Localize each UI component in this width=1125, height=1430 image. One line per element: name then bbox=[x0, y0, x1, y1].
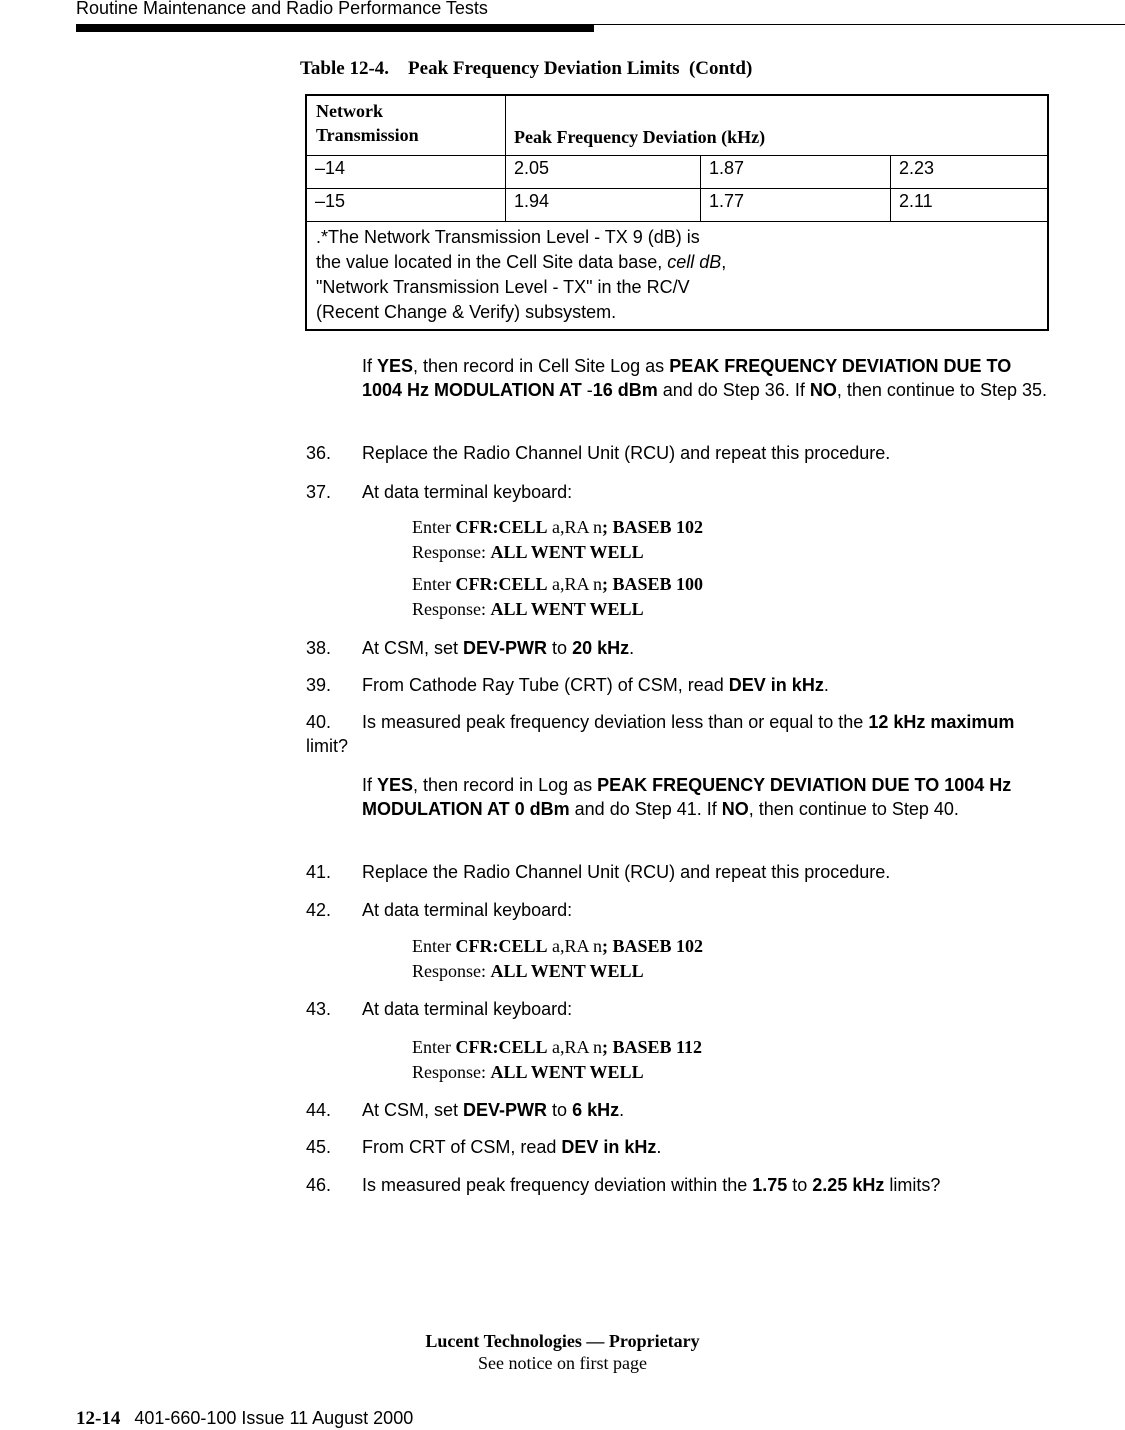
table-cell: –15 bbox=[307, 189, 506, 221]
step-40-result-paragraph: If YES, then record in Log as PEAK FREQUENCY DEVIATION DUE TO 1004 Hz MODULATION AT 0 dBm and do Step 41. If NO, then continue to Step 40. bbox=[362, 775, 1012, 819]
table-cell: 2.23 bbox=[899, 158, 935, 178]
step-38: 38. At CSM, set DEV-PWR to 20 kHz. bbox=[306, 638, 635, 658]
table-cell: –14 bbox=[307, 156, 506, 188]
command-block: Enter CFR:CELL a,RA n; BASEB 102 Response: ALL WENT WELL bbox=[412, 517, 704, 562]
header-rule-thick bbox=[76, 24, 594, 32]
header-rule-thin bbox=[594, 24, 1125, 25]
command-block: Enter CFR:CELL a,RA n; BASEB 100 Response: ALL WENT WELL bbox=[412, 574, 704, 619]
step-39: 39. From Cathode Ray Tube (CRT) of CSM, read DEV in kHz. bbox=[306, 675, 829, 695]
peak-deviation-header: Peak Frequency Deviation (kHz) bbox=[514, 127, 766, 147]
step-44: 44. At CSM, set DEV-PWR to 6 kHz. bbox=[306, 1100, 625, 1120]
step-40: 40. Is measured peak frequency deviation less than or equal to the 12 kHz maximum limit? bbox=[306, 712, 1015, 756]
table-header-row bbox=[307, 96, 1047, 156]
command-block: Enter CFR:CELL a,RA n; BASEB 102 Response: ALL WENT WELL bbox=[412, 936, 704, 981]
step-37: 37. At data terminal keyboard: bbox=[306, 482, 573, 502]
network-transmission-header: Network Transmission bbox=[307, 96, 506, 155]
step-45: 45. From CRT of CSM, read DEV in kHz. bbox=[306, 1137, 662, 1157]
step-42: 42. At data terminal keyboard: bbox=[306, 900, 573, 920]
running-header: Routine Maintenance and Radio Performance Tests bbox=[76, 0, 488, 18]
step-36: 36. Replace the Radio Channel Unit (RCU) and repeat this procedure. bbox=[306, 443, 891, 463]
step-41: 41. Replace the Radio Channel Unit (RCU) and repeat this procedure. bbox=[306, 862, 891, 882]
command-block: Enter CFR:CELL a,RA n; BASEB 112 Response: ALL WENT WELL bbox=[412, 1037, 703, 1082]
step-35-result-paragraph: If YES, then record in Cell Site Log as PEAK FREQUENCY DEVIATION DUE TO 1004 Hz MODULATION AT -16 dBm and do Step 36. If NO, then continue to Step 35. bbox=[362, 356, 1047, 400]
table-row bbox=[307, 156, 1047, 189]
step-46: 46. Is measured peak frequency deviation within the 1.75 to 2.25 kHz limits? bbox=[306, 1175, 941, 1195]
table-cell: 2.05 bbox=[506, 156, 701, 188]
footer-notice: See notice on first page bbox=[478, 1353, 647, 1373]
table-cell: 1.94 bbox=[506, 189, 701, 221]
document-info: 401-660-100 Issue 11 August 2000 bbox=[134, 1408, 414, 1428]
footer-company: Lucent Technologies — Proprietary bbox=[425, 1331, 700, 1351]
table-cell: 2.11 bbox=[899, 191, 933, 211]
step-43: 43. At data terminal keyboard: bbox=[306, 999, 573, 1019]
footer-page-info bbox=[76, 1408, 413, 1430]
deviation-limits-table bbox=[305, 94, 1049, 331]
table-cell: 1.77 bbox=[701, 189, 891, 221]
page-number: 12-14 bbox=[76, 1408, 121, 1429]
table-cell: 1.87 bbox=[701, 156, 891, 188]
table-row bbox=[307, 189, 1047, 222]
table-footnote: .*The Network Transmission Level - TX 9 (dB) is the value located in the Cell Site data base, cell dB, "Network Transmission Level - TX" in the RC/V (Recent Change & Verify) subsystem. bbox=[316, 227, 727, 322]
table-title: Table 12-4. Peak Frequency Deviation Limits (Contd) bbox=[300, 58, 753, 79]
